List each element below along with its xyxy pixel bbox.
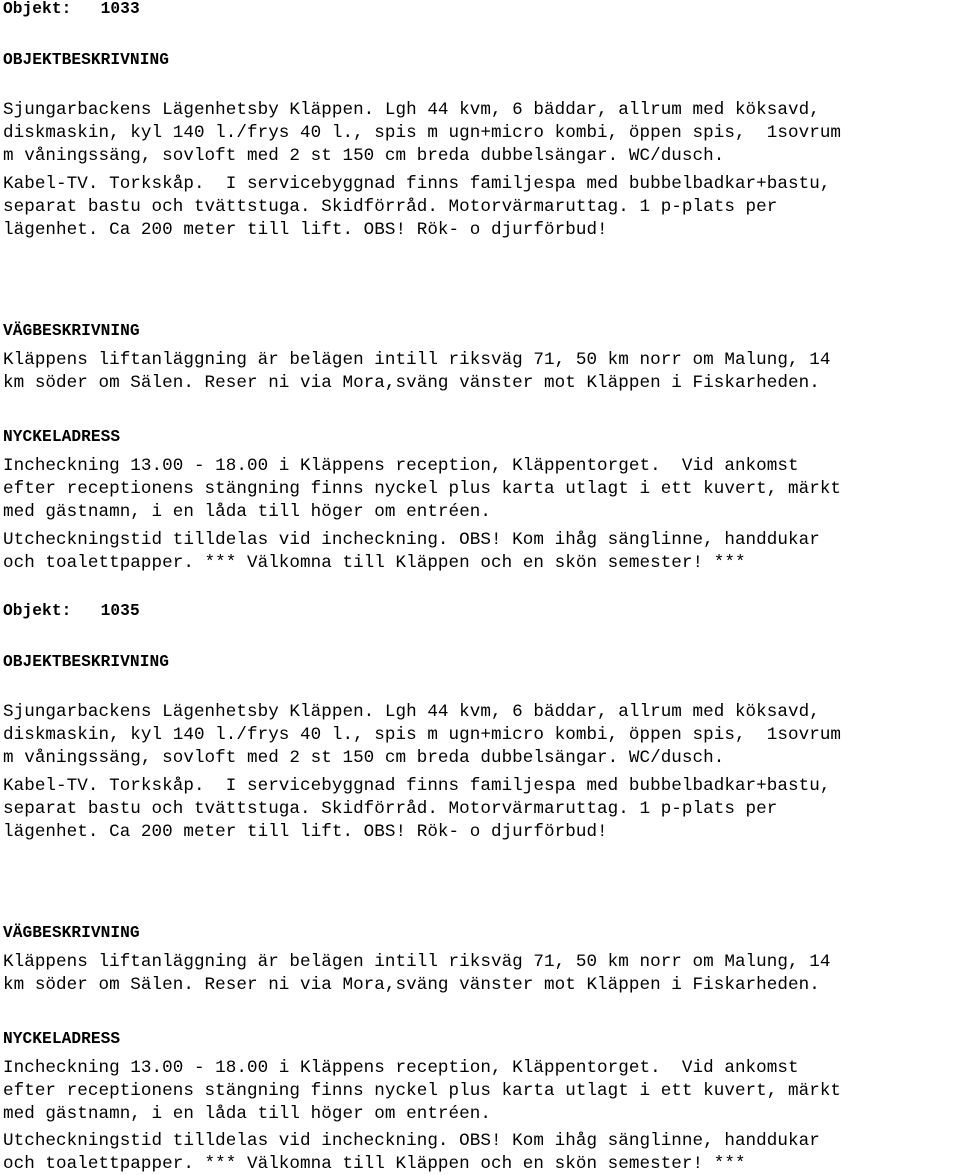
directions-line: Kläppens liftanläggning är belägen intill riksväg 71, 50 km norr om Malung, 14	[3, 952, 831, 972]
objekt-title	[3, 600, 140, 622]
description-line: Sjungarbackens Lägenhetsby Kläppen. Lgh 44 kvm, 6 bäddar, allrum med köksavd,	[3, 702, 820, 722]
key-address-line: efter receptionens stängning finns nyckel plus karta utlagt i ett kuvert, märkt	[3, 479, 842, 499]
description-line: Sjungarbackens Lägenhetsby Kläppen. Lgh 44 kvm, 6 bäddar, allrum med köksavd,	[3, 100, 820, 120]
objekt-title	[3, 0, 140, 20]
objekt-number: 1033	[100, 0, 140, 18]
key-address-heading: NYCKELADRESS	[3, 428, 121, 446]
directions-line: Kläppens liftanläggning är belägen intill riksväg 71, 50 km norr om Malung, 14	[3, 350, 831, 370]
directions-heading: VÄGBESKRIVNING	[3, 322, 140, 340]
directions-line: km söder om Sälen. Reser ni via Mora,sväng vänster mot Kläppen i Fiskarheden.	[3, 975, 820, 995]
objekt-number: 1035	[100, 602, 140, 620]
description-line: separat bastu och tvättstuga. Skidförråd. Motorvärmaruttag. 1 p-plats per	[3, 799, 778, 819]
description-line: m våningssäng, sovloft med 2 st 150 cm breda dubbelsängar. WC/dusch.	[3, 748, 725, 768]
description-line: lägenhet. Ca 200 meter till lift. OBS! Rök- o djurförbud!	[3, 220, 608, 240]
description-line: diskmaskin, kyl 140 l./frys 40 l., spis m ugn+micro kombi, öppen spis, 1sovrum	[3, 725, 842, 745]
key-address-heading: NYCKELADRESS	[3, 1030, 121, 1048]
description-heading: OBJEKTBESKRIVNING	[3, 653, 169, 671]
key-address-line: med gästnamn, i en låda till höger om entréen.	[3, 1104, 491, 1124]
key-address-line: Incheckning 13.00 - 18.00 i Kläppens reception, Kläppentorget. Vid ankomst	[3, 1058, 799, 1078]
objekt-label: Objekt:	[3, 0, 72, 18]
description-line: m våningssäng, sovloft med 2 st 150 cm breda dubbelsängar. WC/dusch.	[3, 146, 725, 166]
objekt-label: Objekt:	[3, 602, 72, 620]
description-line: Kabel-TV. Torkskåp. I servicebyggnad finns familjespa med bubbelbadkar+bastu,	[3, 174, 831, 194]
description-line: lägenhet. Ca 200 meter till lift. OBS! Rök- o djurförbud!	[3, 822, 608, 842]
key-address-line: Utcheckningstid tilldelas vid incheckning. OBS! Kom ihåg sänglinne, handdukar	[3, 530, 820, 550]
description-line: Kabel-TV. Torkskåp. I servicebyggnad finns familjespa med bubbelbadkar+bastu,	[3, 776, 831, 796]
key-address-line: och toalettpapper. *** Välkomna till Kläppen och en skön semester! ***	[3, 553, 746, 573]
description-line: diskmaskin, kyl 140 l./frys 40 l., spis m ugn+micro kombi, öppen spis, 1sovrum	[3, 123, 842, 143]
key-address-line: med gästnamn, i en låda till höger om entréen.	[3, 502, 491, 522]
key-address-line: och toalettpapper. *** Välkomna till Kläppen och en skön semester! ***	[3, 1154, 746, 1174]
directions-heading: VÄGBESKRIVNING	[3, 924, 140, 942]
description-heading: OBJEKTBESKRIVNING	[3, 51, 169, 69]
key-address-line: efter receptionens stängning finns nyckel plus karta utlagt i ett kuvert, märkt	[3, 1081, 842, 1101]
directions-line: km söder om Sälen. Reser ni via Mora,sväng vänster mot Kläppen i Fiskarheden.	[3, 373, 820, 393]
description-line: separat bastu och tvättstuga. Skidförråd. Motorvärmaruttag. 1 p-plats per	[3, 197, 778, 217]
key-address-line: Incheckning 13.00 - 18.00 i Kläppens reception, Kläppentorget. Vid ankomst	[3, 456, 799, 476]
key-address-line: Utcheckningstid tilldelas vid incheckning. OBS! Kom ihåg sänglinne, handdukar	[3, 1131, 820, 1151]
